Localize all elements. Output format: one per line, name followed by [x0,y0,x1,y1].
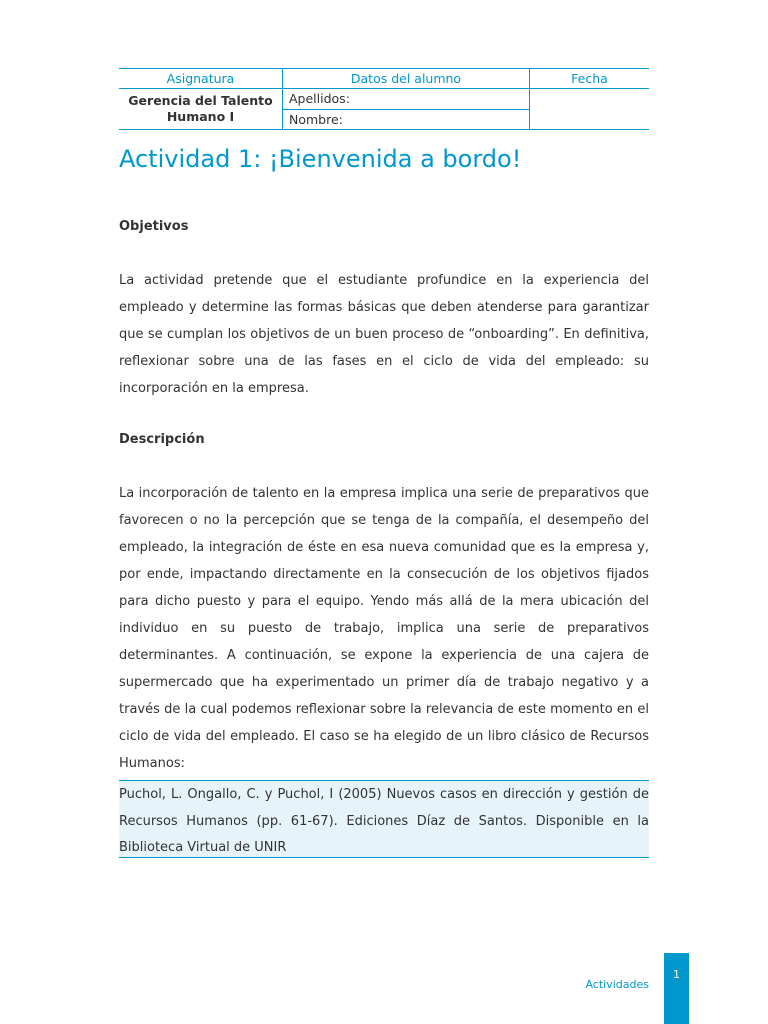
reference-text: Puchol, L. Ongallo, C. y Puchol, I (2005) Nuevos casos en dirección y gestión de Recursos Humanos (pp. 61-67). Ediciones Díaz de Santos. Disponible en la Biblioteca Virtual de UNIR [119,787,649,855]
header-col-date: Fecha [530,69,650,89]
name-field[interactable]: Nombre: [283,109,530,130]
page-title: Actividad 1: ¡Bienvenida a bordo! [119,145,522,173]
page-number-tab [664,953,689,1024]
header-col-subject: Asignatura [119,69,283,89]
header-table [119,68,649,130]
reference-box [119,780,649,858]
date-field[interactable] [530,89,650,130]
header-row [119,69,649,89]
objectives-text: La actividad pretende que el estudiante profundice en la experiencia del empleado y determine las formas básicas que deben atenderse para garantizar que se cumplan los objetivos de un buen proceso de “onboarding”. En definitiva, reflexionar sobre una de las fases en el ciclo de vida del empleado: su incorporación en la empresa. [119,273,649,396]
subject-cell [119,89,283,130]
description-text: La incorporación de talento en la empresa implica una serie de preparativos que favorecen o no la percepción que se tenga de la compañía, el desempeño del empleado, la integración de éste en esa nueva comunidad que es la empresa y, por ende, impactando directamente en la consecución de los objetivos fijados para dicho puesto y para el equipo. Yendo más allá de la mera ubicación del individuo en su puesto de trabajo, implica una serie de preparativos determinantes. A continuación, se expone la experiencia de una cajera de supermercado que ha experimentado un primer día de trabajo negativo y a través de la cual podemos reflexionar sobre la relevancia de este momento en el ciclo de vida del empleado. El caso se ha elegido de un libro clásico de Recursos Humanos: [119,486,649,771]
footer-label: Actividades [585,978,649,991]
surname-field[interactable]: Apellidos: [283,89,530,110]
page-number: 1 [673,968,680,981]
subject-line-1: Gerencia del Talento [128,93,273,108]
description-heading: Descripción [119,432,205,447]
subject-line-2: Humano I [166,109,235,124]
header-col-student: Datos del alumno [283,69,530,89]
header-data-row-1 [119,89,649,110]
objectives-heading: Objetivos [119,219,189,234]
